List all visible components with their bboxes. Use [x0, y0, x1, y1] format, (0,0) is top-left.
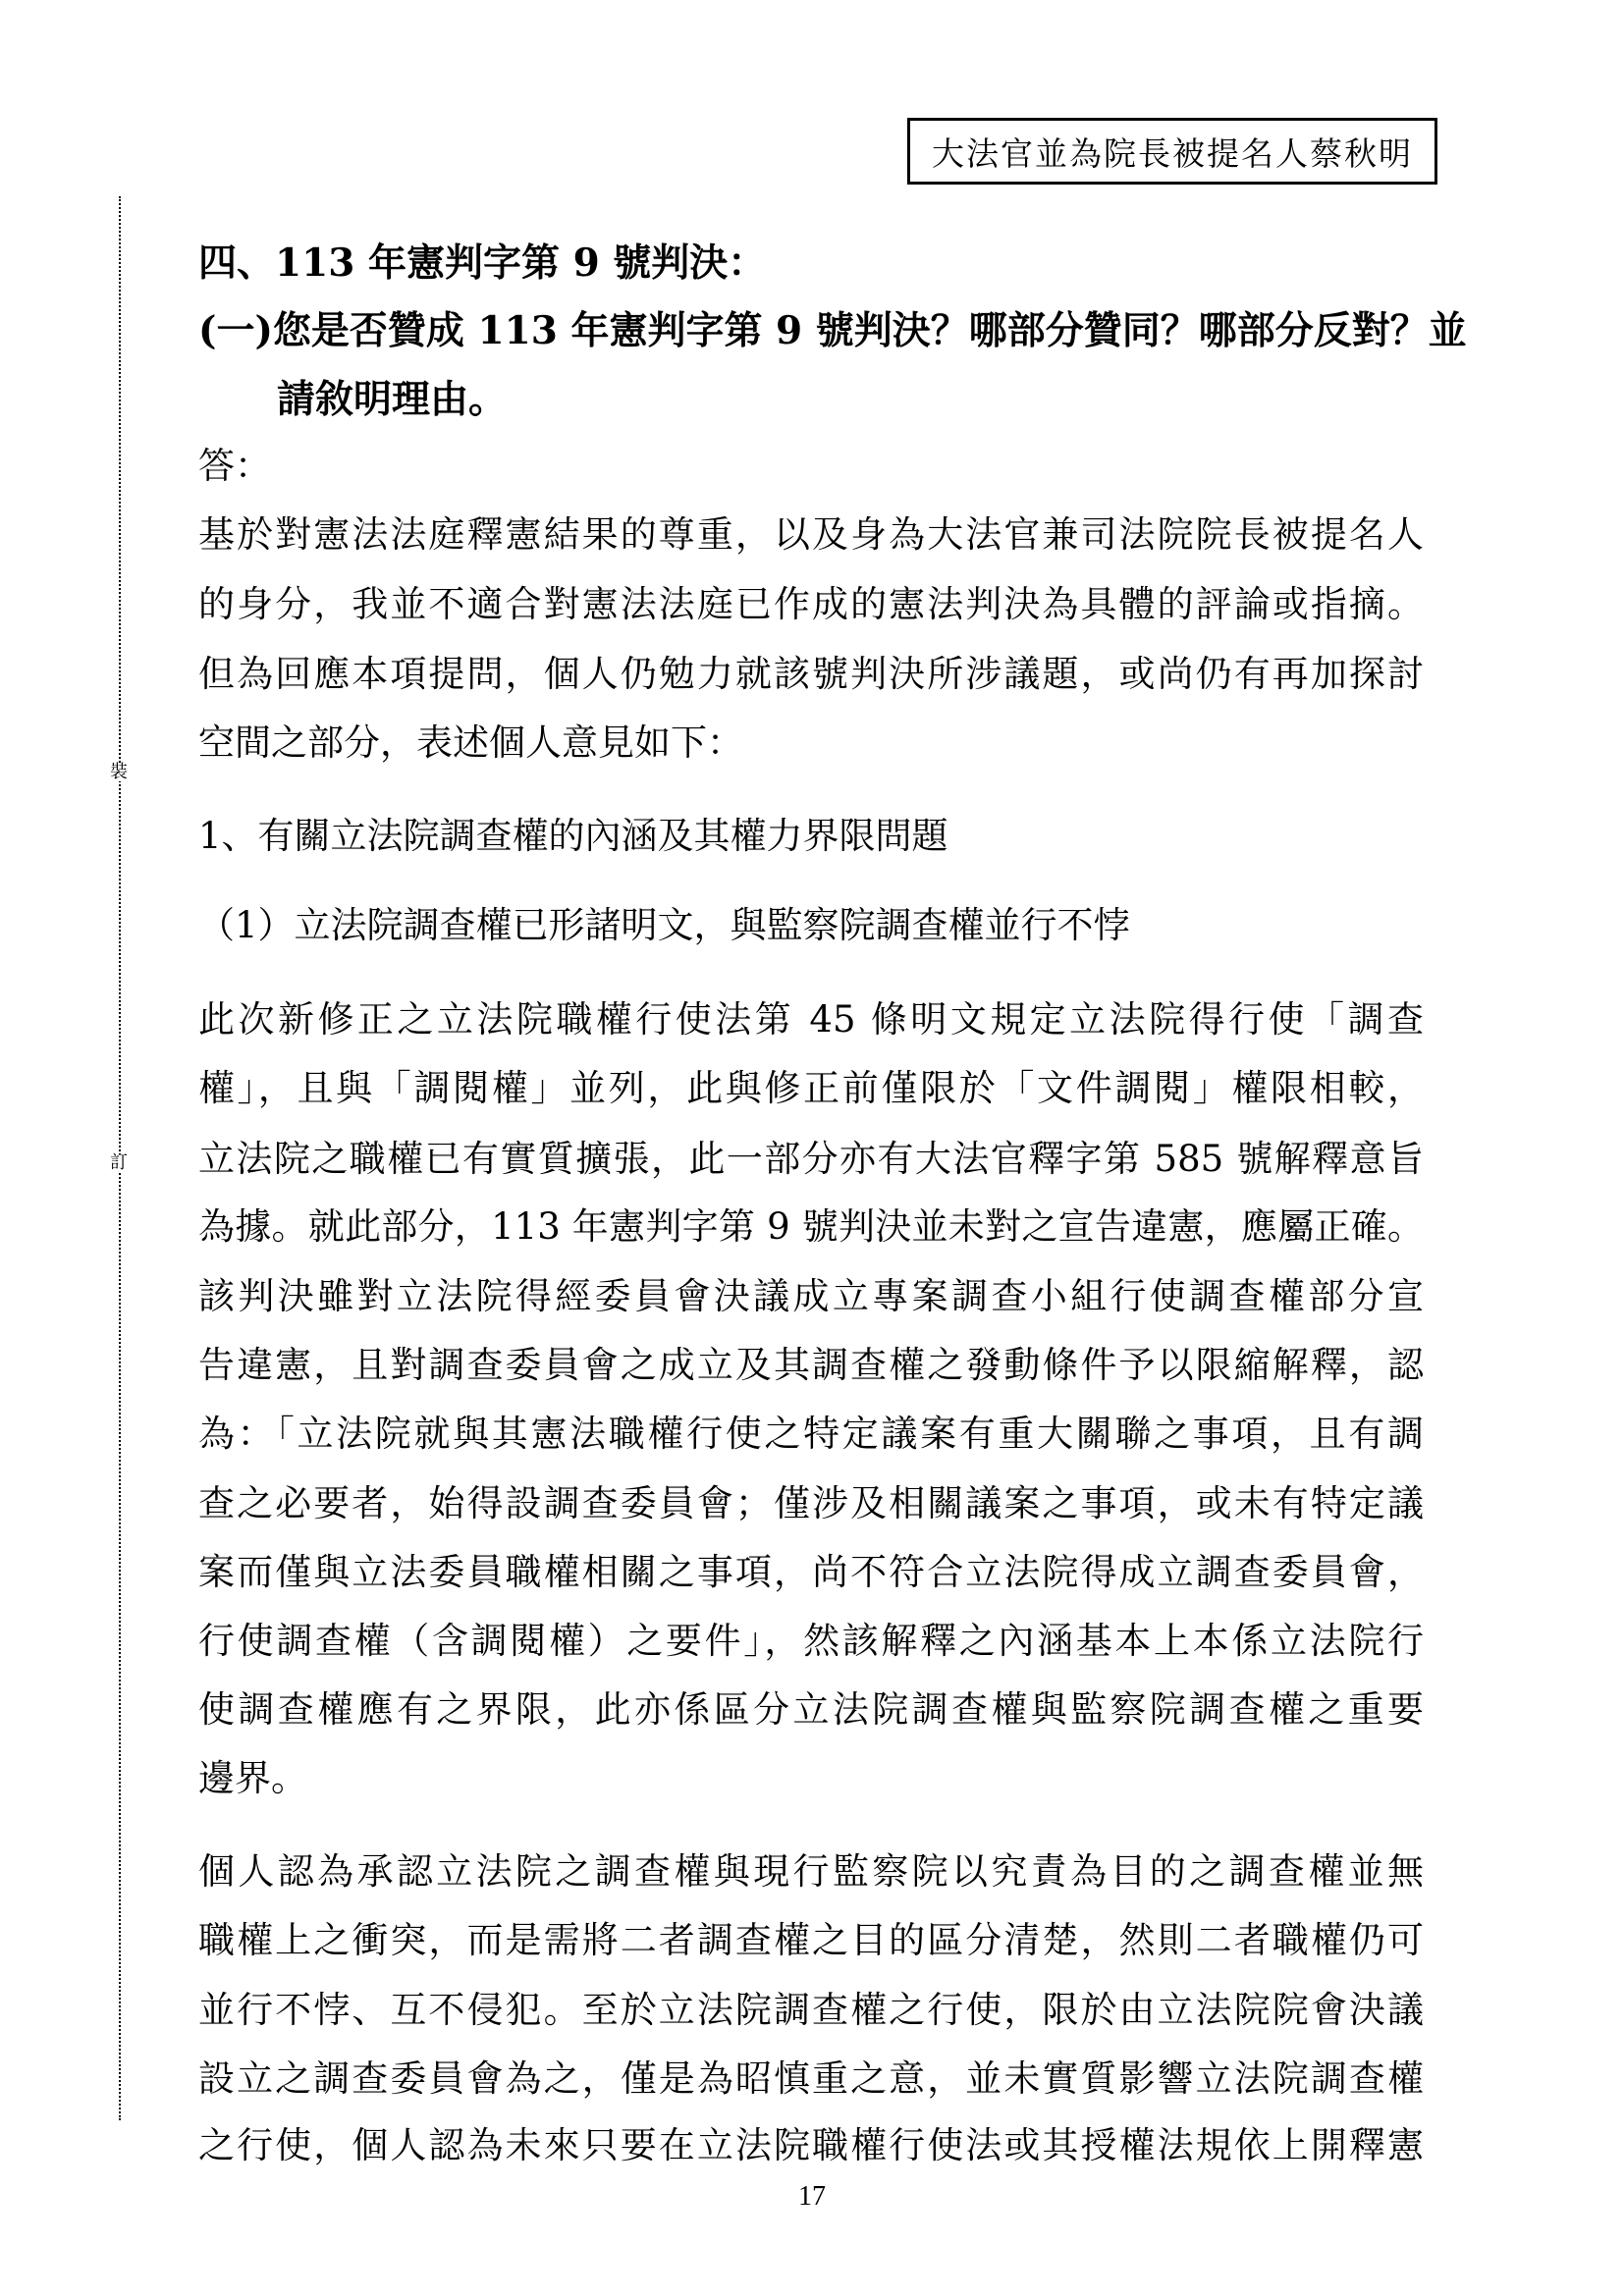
paragraph-1-line: 但為回應本項提問，個人仍勉力就該號判決所涉議題，或尚仍有再加探討	[198, 653, 1424, 695]
section-title: 四、113 年憲判字第 9 號判決：	[198, 240, 767, 286]
answer-label: 答：	[198, 445, 271, 487]
paragraph-3-line: 職權上之衝突，而是需將二者調查權之目的區分清楚，然則二者職權仍可	[198, 1919, 1424, 1961]
paragraph-3-line: 之行使，個人認為未來只要在立法院職權行使法或其授權法規依上開釋憲	[198, 2124, 1424, 2166]
paragraph-2-line: 告違憲，且對調查委員會之成立及其調查權之發動條件予以限縮解釋，認	[198, 1344, 1424, 1386]
subheading-1: 1、有關立法院調查權的內涵及其權力界限問題	[198, 815, 948, 857]
paragraph-1-line: 空間之部分，表述個人意見如下：	[198, 721, 743, 764]
header-label-box	[907, 118, 1437, 185]
paragraph-1-line: 基於對憲法法庭釋憲結果的尊重，以及身為大法官兼司法院院長被提名人	[198, 513, 1424, 556]
header-label: 大法官並為院長被提名人蔡秋明	[932, 133, 1413, 173]
paragraph-3-line: 設立之調查委員會為之，僅是為昭慎重之意，並未實質影響立法院調查權	[198, 2057, 1424, 2100]
binding-mark-zhuang: 裝	[104, 764, 134, 781]
question-line-2: 請敘明理由。	[277, 377, 508, 422]
paragraph-1-line: 的身分，我並不適合對憲法法庭已作成的憲法判決為具體的評論或指摘。	[198, 583, 1424, 625]
question-line-1: (一)您是否贊成 113 年憲判字第 9 號判決？哪部分贊同？哪部分反對？並	[198, 308, 1467, 353]
paragraph-2-line: 邊界。	[198, 1757, 307, 1799]
paragraph-2-line: 該判決雖對立法院得經委員會決議成立專案調查小組行使調查權部分宣	[198, 1275, 1424, 1317]
paragraph-2-line: 使調查權應有之界限，此亦係區分立法院調查權與監察院調查權之重要	[198, 1688, 1424, 1731]
paragraph-2-line: 為據。就此部分，113 年憲判字第 9 號判決並未對之宣告違憲，應屬正確。	[198, 1205, 1424, 1248]
paragraph-2-line: 案而僅與立法委員職權相關之事項，尚不符合立法院得成立調查委員會，	[198, 1551, 1424, 1593]
paragraph-2-line: 權」，且與「調閱權」並列，此與修正前僅限於「文件調閱」權限相較，	[198, 1067, 1424, 1109]
page-number: 17	[798, 2181, 826, 2212]
paragraph-3-line: 並行不悖、互不侵犯。至於立法院調查權之行使，限於由立法院院會決議	[198, 1989, 1424, 2031]
subheading-2: （1）立法院調查權已形諸明文，與監察院調查權並行不悖	[198, 904, 1130, 946]
paragraph-2-line: 行使調查權（含調閱權）之要件」，然該解釋之內涵基本上本係立法院行	[198, 1620, 1424, 1662]
paragraph-3-line: 個人認為承認立法院之調查權與現行監察院以究責為目的之調查權並無	[198, 1850, 1424, 1893]
paragraph-2-line: 查之必要者，始得設調查委員會；僅涉及相關議案之事項，或未有特定議	[198, 1482, 1424, 1524]
paragraph-2-line: 此次新修正之立法院職權行使法第 45 條明文規定立法院得行使「調查	[198, 998, 1424, 1041]
binding-mark-ding: 訂	[104, 1154, 134, 1172]
paragraph-2-line: 立法院之職權已有實質擴張，此一部分亦有大法官釋字第 585 號解釋意旨	[198, 1138, 1424, 1180]
paragraph-2-line: 為：「立法院就與其憲法職權行使之特定議案有重大關聯之事項，且有調	[198, 1413, 1424, 1455]
